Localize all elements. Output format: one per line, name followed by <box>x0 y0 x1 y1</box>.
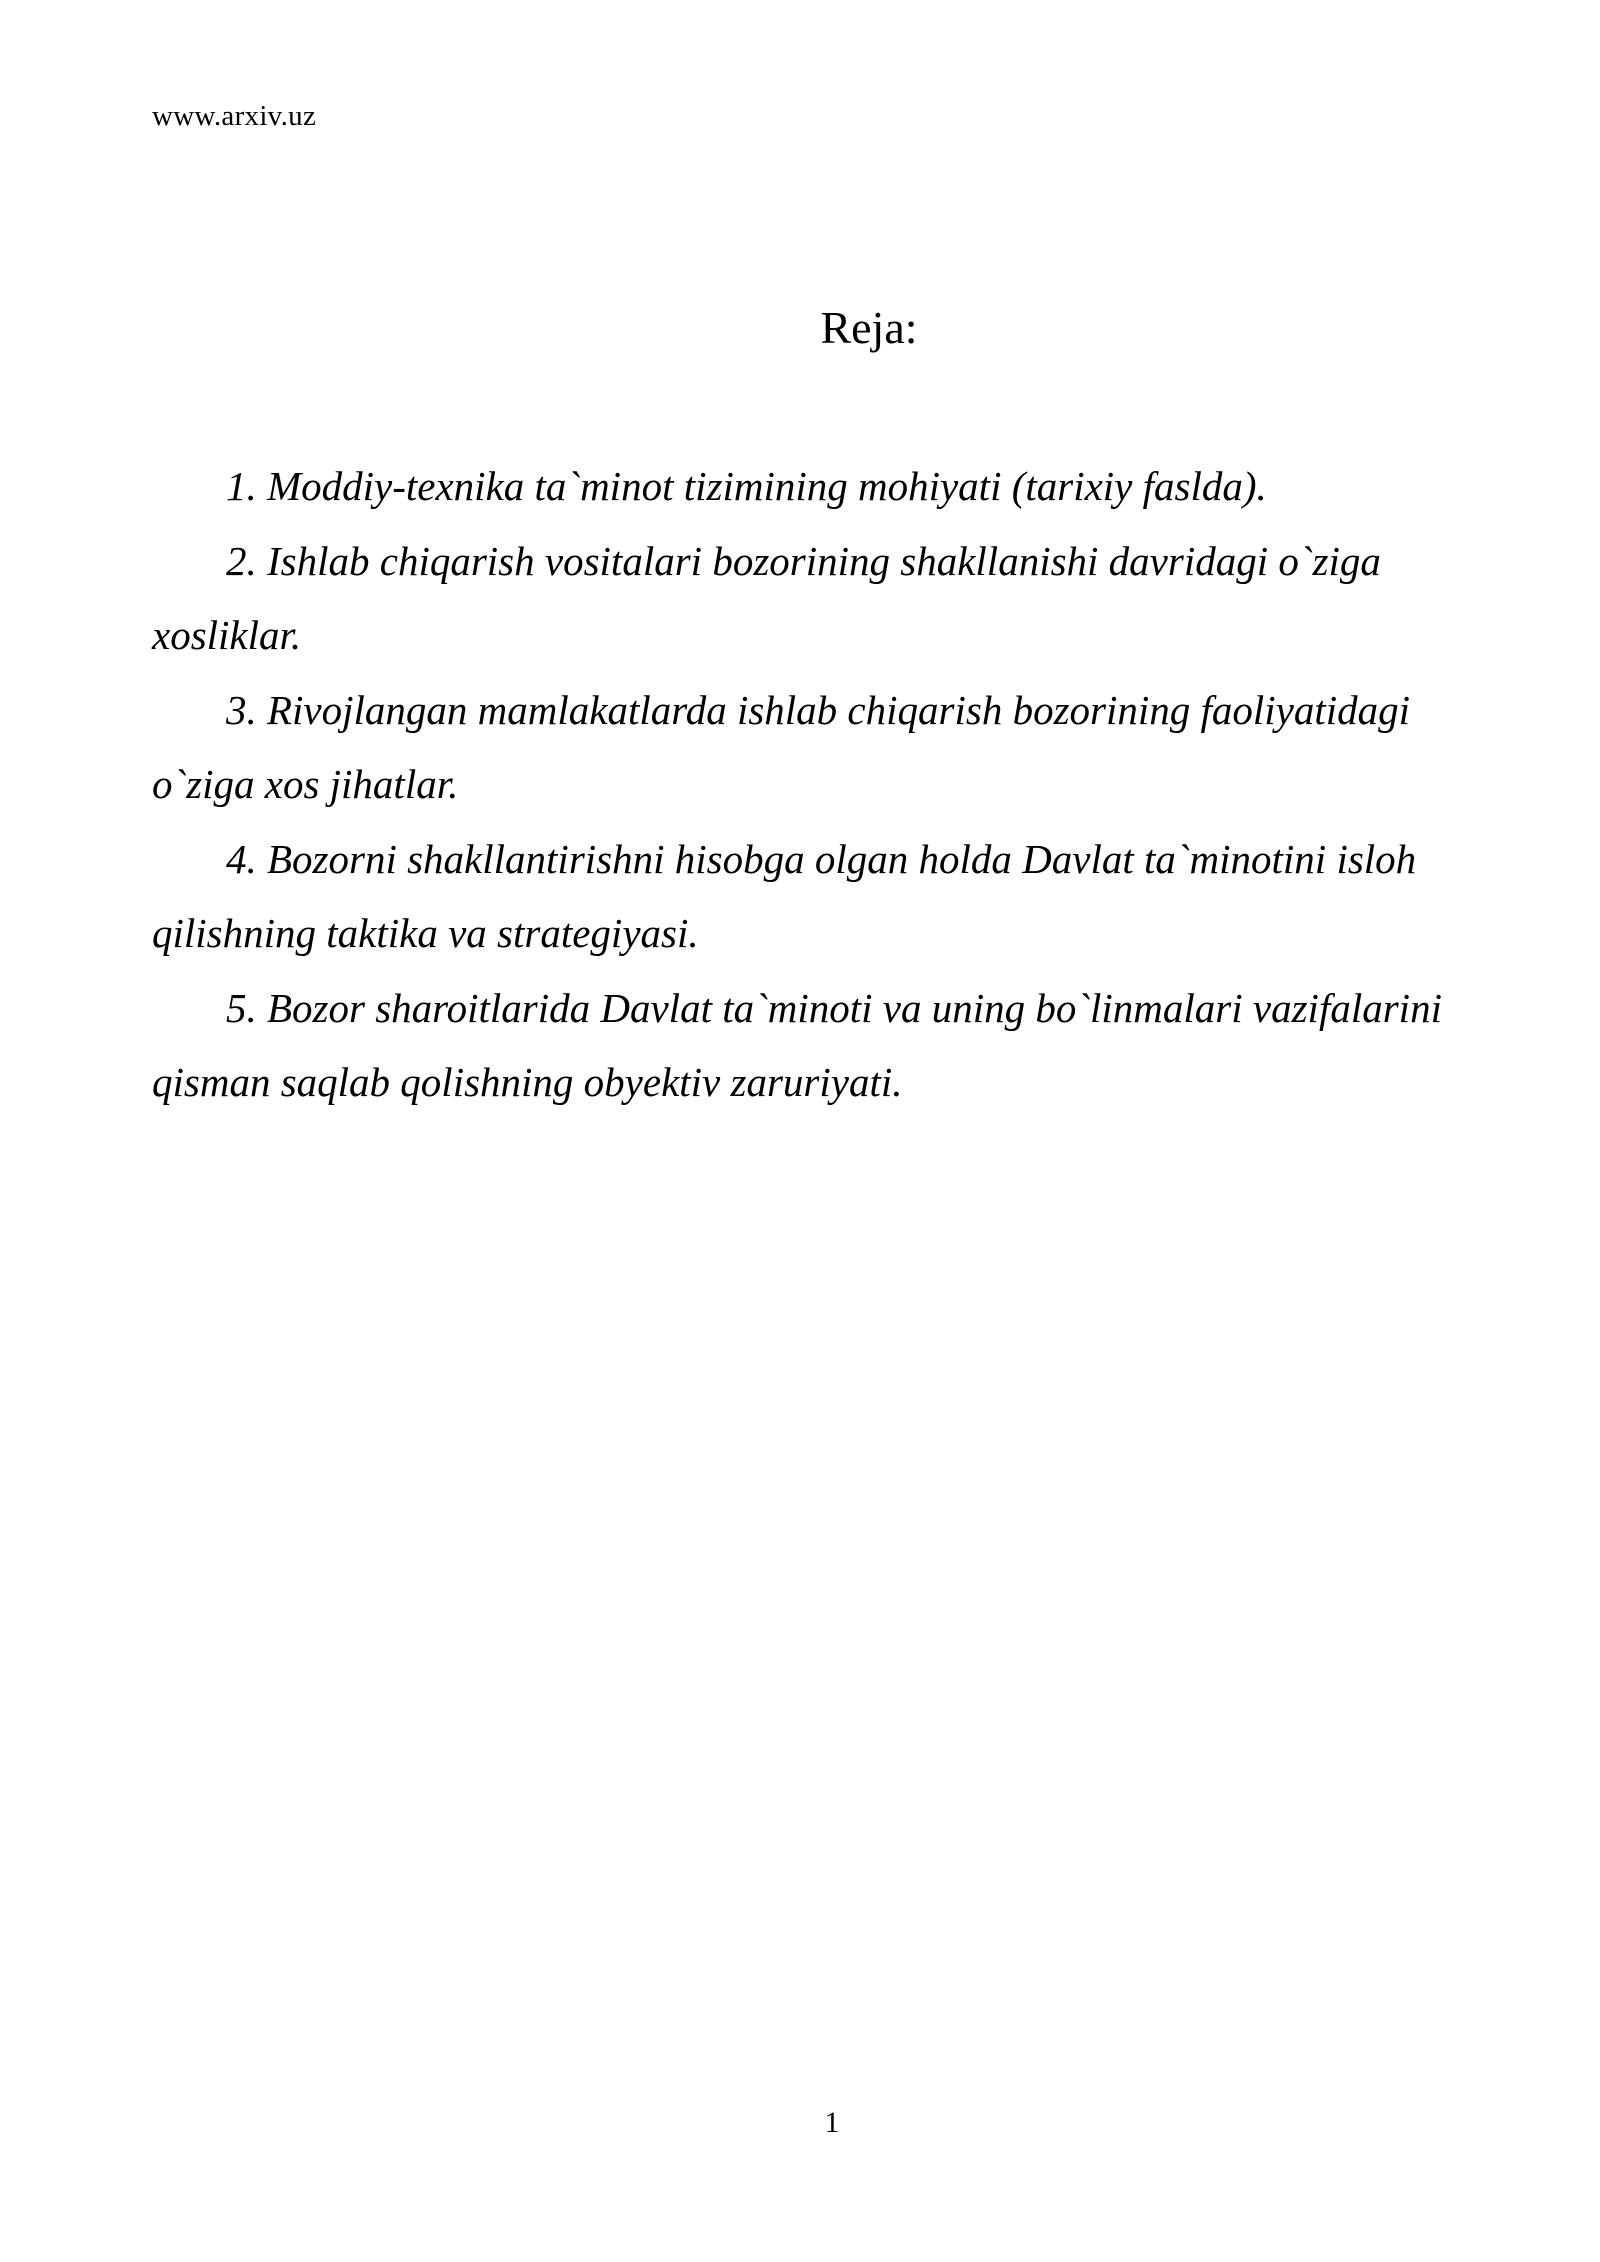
plan-item-2-line-1: 2. Ishlab chiqarish vositalari bozorining shakllanishi davridagi o`ziga <box>226 537 1381 584</box>
plan-item-5 <box>152 971 1512 1120</box>
plan-item-5-line-1: 5. Bozor sharoitlarida Davlat ta`minoti va uning bo`linmalari vazifalarini <box>226 984 1442 1031</box>
plan-item-4-line-2: qilishning taktika va strategiyasi. <box>152 910 699 956</box>
plan-item-3-line-2: o`ziga xos jihatlar. <box>152 761 459 807</box>
page-header-site: www.arxiv.uz <box>152 100 317 132</box>
plan-item-1 <box>152 449 1512 524</box>
plan-item-4-line-1: 4. Bozorni shakllantirishni hisobga olgan holda Davlat ta`minotini isloh <box>226 835 1417 882</box>
plan-item-2 <box>152 524 1512 673</box>
page-number: 1 <box>824 2106 840 2139</box>
plan-item-4 <box>152 822 1512 971</box>
plan-item-2-line-2: xosliklar. <box>152 612 302 658</box>
plan-item-3 <box>152 673 1512 822</box>
plan-item-5-line-2: qisman saqlab qolishning obyektiv zaruriyati. <box>152 1059 903 1105</box>
plan-list <box>152 449 1512 1120</box>
page-title: Reja: <box>820 302 918 353</box>
plan-item-3-line-1: 3. Rivojlangan mamlakatlarda ishlab chiqarish bozorining faoliyatidagi <box>226 686 1411 733</box>
plan-item-1-line-1: 1. Moddiy-texnika ta`minot tizimining mohiyati (tarixiy faslda). <box>226 463 1267 509</box>
